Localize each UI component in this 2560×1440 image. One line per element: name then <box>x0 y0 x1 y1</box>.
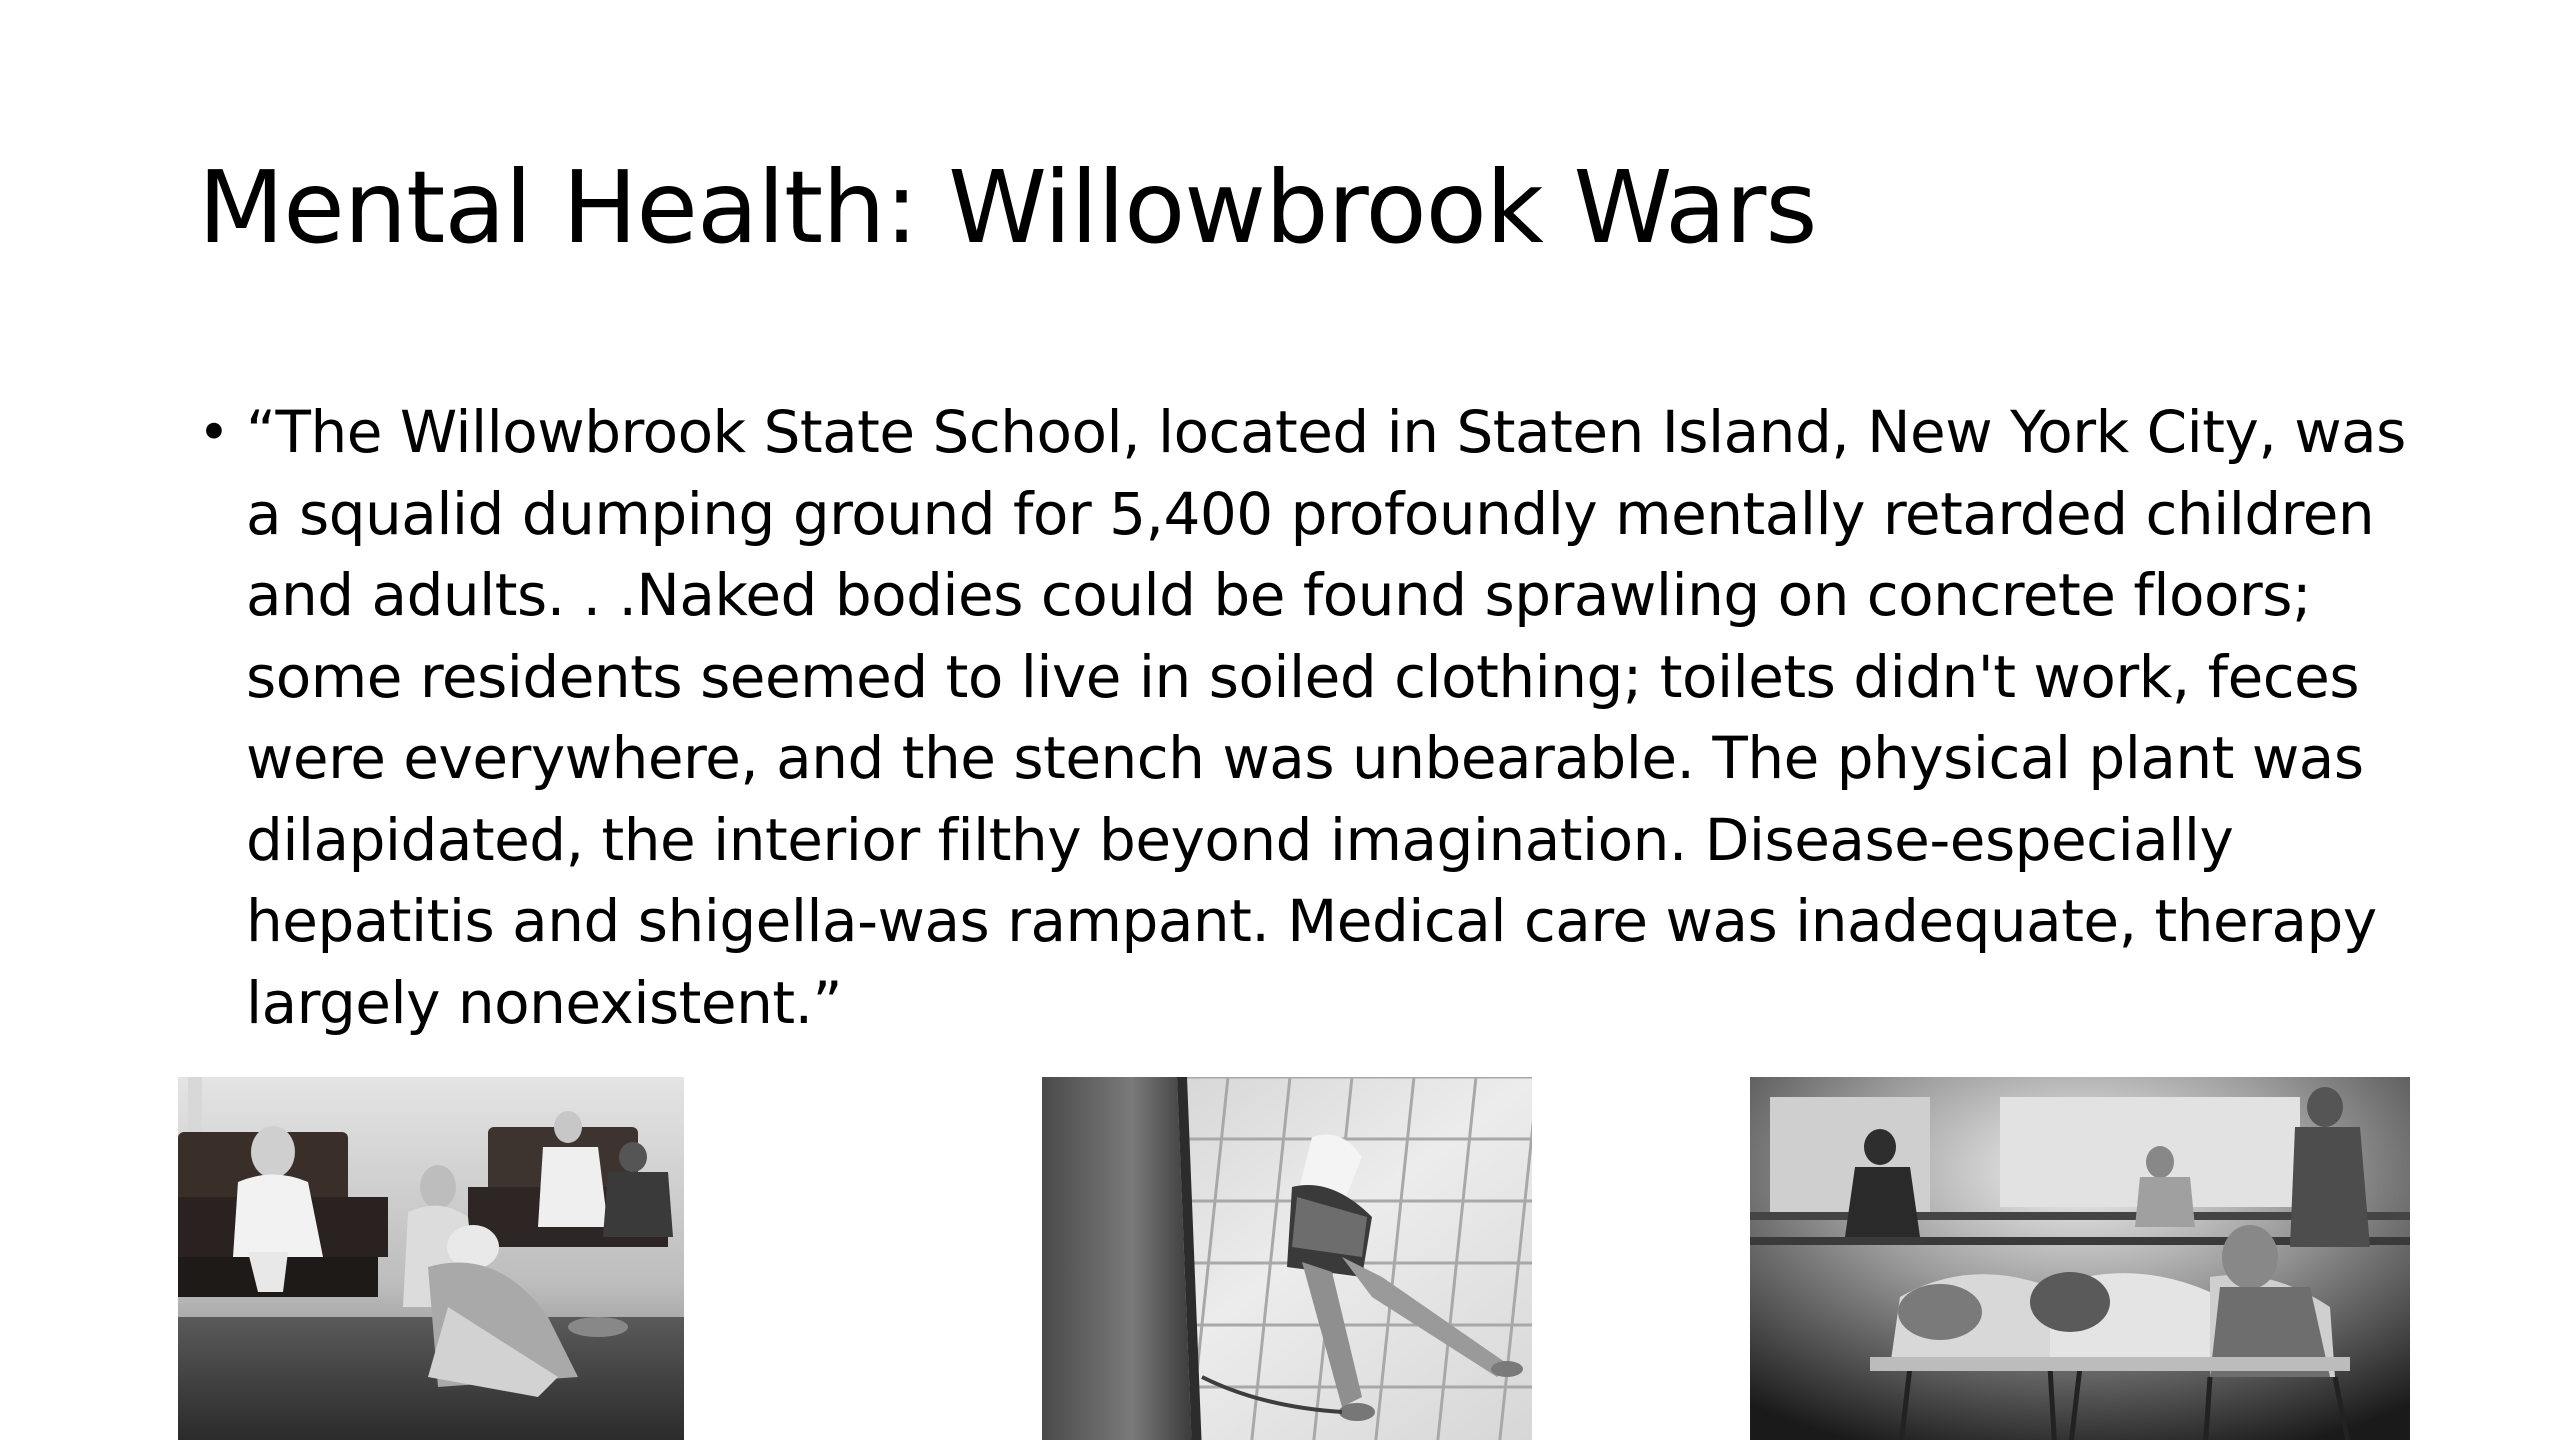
photo-residents-on-benches-image <box>178 1077 684 1440</box>
photo-residents-on-benches <box>178 1077 684 1440</box>
photo-person-on-tiled-floor <box>1042 1077 1532 1440</box>
photo-residents-asleep-on-chairs <box>1750 1077 2410 1440</box>
bullet-marker: • <box>198 401 230 464</box>
photo-person-on-tiled-floor-image <box>1042 1077 1532 1440</box>
slide-title: Mental Health: Willowbrook Wars <box>198 149 1817 266</box>
quote-text: “The Willowbrook State School, located in Staten Island, New York City, was a squalid dumping ground for 5,400 profoundly mentally retarded children and adults. . .Naked bodies could be found sprawling on concrete floors; some residents seemed to live in soiled clothing; toilets didn't work, feces were everywhere, and the stench was unbearable. The physical plant was dilapidated, the interior filthy beyond imagination. Disease-especially hepatitis and shigella-was rampant. Medical care was inadequate, therapy largely nonexistent.” <box>246 398 2406 1037</box>
quote-bullet <box>190 392 2410 1044</box>
bullet-list <box>190 392 2410 1044</box>
photo-residents-asleep-on-chairs-image <box>1750 1077 2410 1440</box>
